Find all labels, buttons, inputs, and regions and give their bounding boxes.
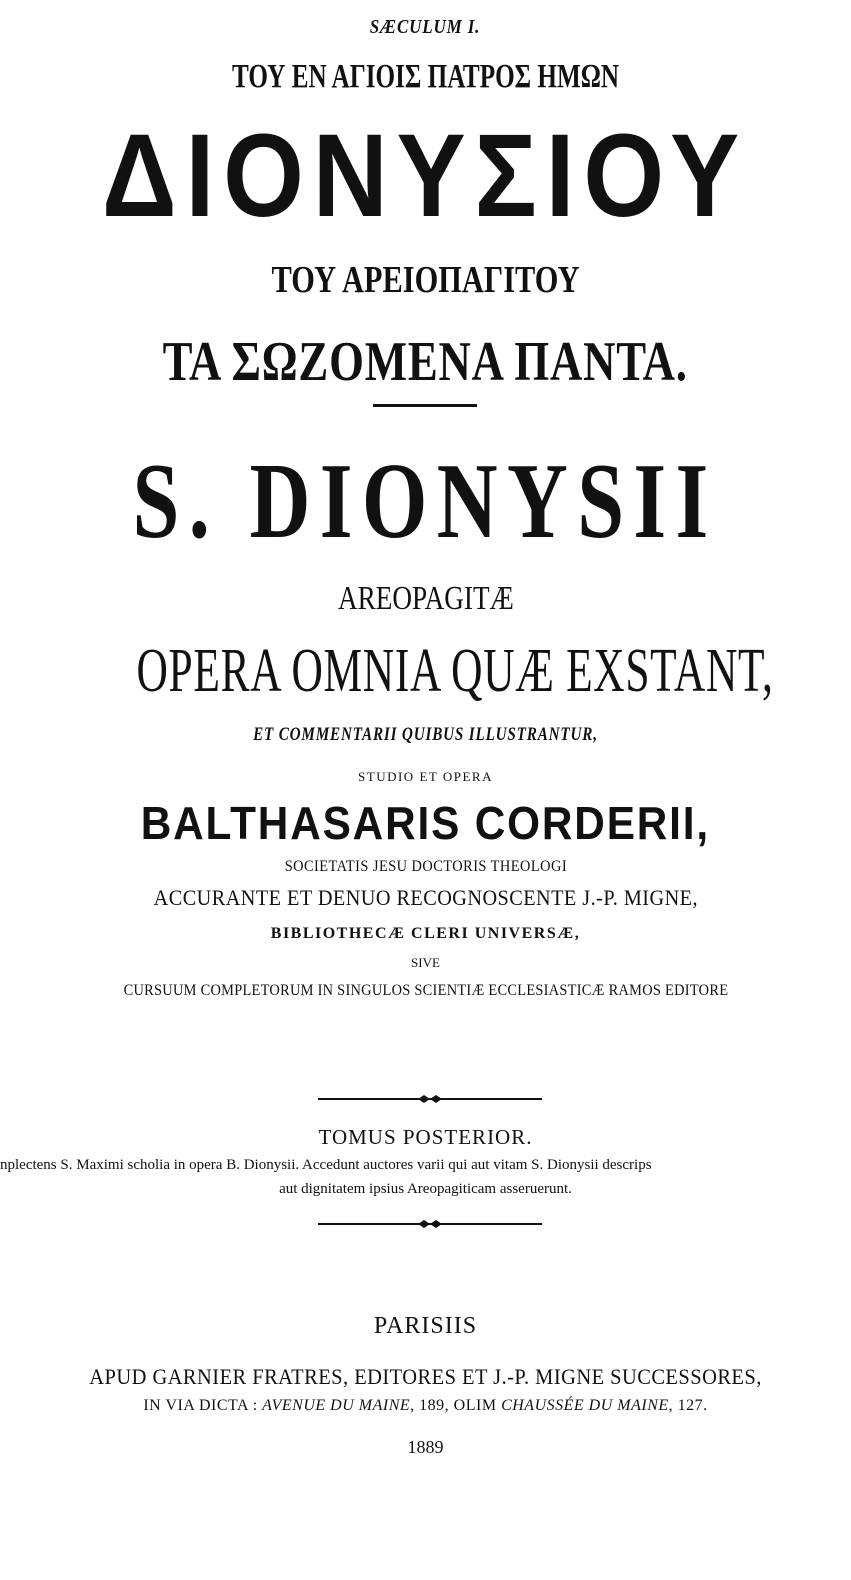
ornament-divider-2 [318,1218,542,1230]
editor-name [0,796,851,850]
complectens-line [0,1157,851,1174]
studio-line [0,769,851,785]
accurante-line [0,885,851,911]
latin-name-text: S. DIONYSII [132,442,719,561]
greek-line-3-text: ΤΑ ΣΩΖΟΜΕΝΑ ΠΑΝΤΑ. [162,331,689,393]
opera-omnia-line [0,636,851,707]
greek-title-line-2 [0,258,851,302]
studio-text: STUDIO ET OPERA [358,769,493,784]
greek-title-line-1 [0,58,851,96]
greek-line-2-text: ΤΟΥ ΑΡΕΙΟΠΑΓΙΤΟΥ [271,259,580,301]
cursum-line [0,982,851,1000]
bibliothecae-text: BIBLIOTHECÆ CLERI UNIVERSÆ, [270,925,581,942]
editor-name-text: BALTHASARIS CORDERII, [140,797,711,849]
publisher-line [0,1364,851,1390]
greek-name-text: ΔΙΟΝΥΣΙΟΥ [102,110,749,242]
sive-line [0,955,851,971]
areopagitae-text: AREOPAGITÆ [337,580,514,617]
latin-author-name [0,440,851,564]
address-old-number: , 127. [668,1397,708,1414]
title-divider-rule [373,404,477,407]
ornament-divider-1 [318,1093,542,1105]
greek-line-1-text: ΤΟΥ ΕΝ ΑΓΙΟΙΣ ΠΑΤΡΟΣ ΗΜΩΝ [231,58,620,95]
societatis-line [0,858,851,876]
city-line [0,1313,851,1340]
year-line [0,1437,851,1458]
sive-text: SIVE [411,955,440,970]
address-number: , 189, OLIM [410,1397,502,1414]
address-old-street: CHAUSSÉE DU MAINE [501,1397,669,1414]
saeculum-label [0,16,851,39]
societatis-text: SOCIETATIS JESU DOCTORIS THEOLOGI [284,858,567,875]
address-prefix: IN VIA DICTA : [143,1397,263,1414]
dignitatem-text: aut dignitatem ipsius Areopagiticam asseruerunt. [279,1181,572,1197]
accurante-text: ACCURANTE ET DENUO RECOGNOSCENTE J.-P. MIGNE, [153,885,698,910]
complectens-text: nplectens S. Maximi scholia in opera B. Dionysii. Accedunt auctores varii qui aut vitam S. Dionysii descrips [0,1157,652,1173]
commentarii-line [0,724,851,746]
greek-author-name [0,108,851,244]
tomus-text: TOMUS POSTERIOR. [318,1125,533,1149]
areopagitae-line [0,580,851,618]
bibliothecae-line [0,925,851,943]
saeculum-text: SÆCULUM I. [370,16,481,38]
city-text: PARISIIS [373,1313,478,1339]
commentarii-text: ET COMMENTARII QUIBUS ILLUSTRANTUR, [253,724,598,745]
year-text: 1889 [407,1437,444,1457]
opera-text: OPERA OMNIA QUÆ EXSTANT, [136,637,774,705]
publisher-text: APUD GARNIER FRATRES, EDITORES ET J.-P. MIGNE SUCCESSORES, [89,1364,762,1389]
cursum-text: CURSUUM COMPLETORUM IN SINGULOS SCIENTIÆ ECCLESIASTICÆ RAMOS EDITORE [123,982,728,999]
address-street: AVENUE DU MAINE [262,1397,411,1414]
tomus-line [0,1125,851,1150]
greek-title-line-3 [0,330,851,394]
dignitatem-line [0,1181,851,1198]
address-line [0,1397,851,1415]
